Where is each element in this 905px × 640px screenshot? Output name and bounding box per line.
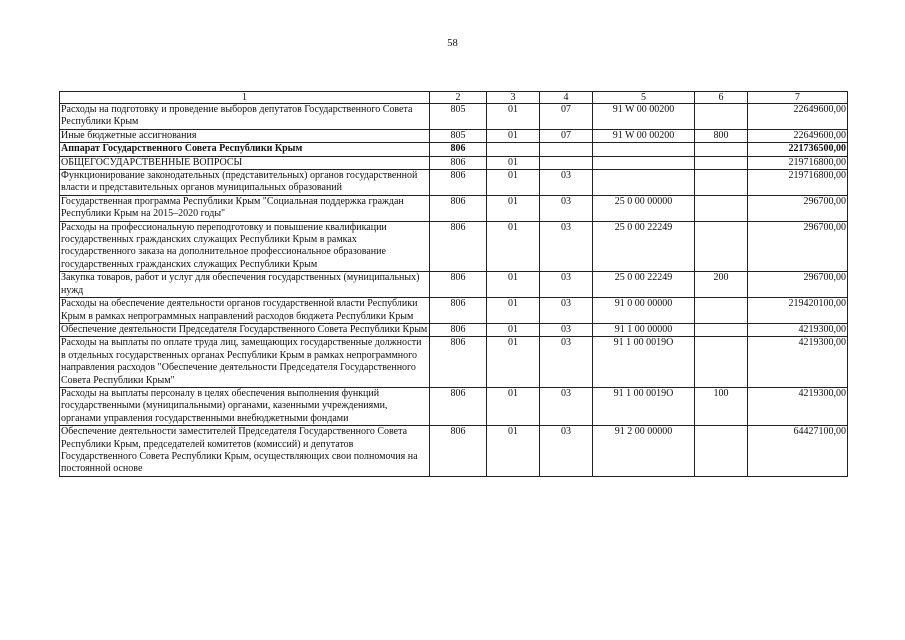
expense-type-code-cell: 200 bbox=[695, 272, 748, 298]
subsection-code-cell: 03 bbox=[540, 221, 593, 272]
subsection-code-cell: 03 bbox=[540, 195, 593, 221]
expense-type-code-cell bbox=[695, 221, 748, 272]
table-row bbox=[60, 129, 848, 142]
section-code-cell: 01 bbox=[487, 298, 540, 324]
subsection-code-cell: 03 bbox=[540, 426, 593, 477]
ministry-code-cell: 806 bbox=[430, 426, 487, 477]
expense-type-code-cell bbox=[695, 143, 748, 156]
expense-type-code-cell bbox=[695, 323, 748, 336]
amount-cell: 4219300,00 bbox=[748, 337, 848, 388]
expense-type-code-cell bbox=[695, 298, 748, 324]
subsection-code-cell: 03 bbox=[540, 272, 593, 298]
column-header: 2 bbox=[430, 92, 487, 104]
table-row bbox=[60, 221, 848, 272]
ministry-code-cell: 806 bbox=[430, 195, 487, 221]
amount-cell: 22649600,00 bbox=[748, 104, 848, 130]
ministry-code-cell: 805 bbox=[430, 104, 487, 130]
target-article-code-cell bbox=[593, 170, 695, 196]
subsection-code-cell: 03 bbox=[540, 170, 593, 196]
subsection-code-cell: 03 bbox=[540, 387, 593, 425]
amount-cell: 4219300,00 bbox=[748, 387, 848, 425]
ministry-code-cell: 806 bbox=[430, 143, 487, 156]
expense-name-cell: Закупка товаров, работ и услуг для обеспечения государственных (муниципальных) нужд bbox=[60, 272, 430, 298]
ministry-code-cell: 806 bbox=[430, 221, 487, 272]
target-article-code-cell: 91 W 00 00200 bbox=[593, 104, 695, 130]
expense-type-code-cell bbox=[695, 426, 748, 477]
column-header: 1 bbox=[60, 92, 430, 104]
expense-name-cell: Расходы на выплаты по оплате труда лиц, замещающих государственные должности в отдельных государственных органах Республики Крым в рамках непрограммного направления расходов "Обеспечение деятельности Председателя Государственного Совета Республики Крым" bbox=[60, 337, 430, 388]
subsection-code-cell bbox=[540, 156, 593, 169]
target-article-code-cell: 91 2 00 00000 bbox=[593, 426, 695, 477]
subsection-code-cell: 03 bbox=[540, 337, 593, 388]
table-header-row bbox=[60, 92, 848, 104]
section-code-cell: 01 bbox=[487, 129, 540, 142]
ministry-code-cell: 806 bbox=[430, 272, 487, 298]
section-code-cell: 01 bbox=[487, 426, 540, 477]
table-row bbox=[60, 337, 848, 388]
expense-type-code-cell bbox=[695, 104, 748, 130]
amount-cell: 4219300,00 bbox=[748, 323, 848, 336]
expense-name-cell: Расходы на подготовку и проведение выборов депутатов Государственного Совета Республики Крым bbox=[60, 104, 430, 130]
column-header: 4 bbox=[540, 92, 593, 104]
expense-type-code-cell: 100 bbox=[695, 387, 748, 425]
table-row bbox=[60, 170, 848, 196]
amount-cell: 296700,00 bbox=[748, 221, 848, 272]
table-row bbox=[60, 323, 848, 336]
column-header: 6 bbox=[695, 92, 748, 104]
column-header: 3 bbox=[487, 92, 540, 104]
subsection-code-cell: 07 bbox=[540, 104, 593, 130]
expense-type-code-cell bbox=[695, 337, 748, 388]
ministry-code-cell: 805 bbox=[430, 129, 487, 142]
amount-cell: 22649600,00 bbox=[748, 129, 848, 142]
section-code-cell: 01 bbox=[487, 272, 540, 298]
expense-name-cell: Аппарат Государственного Совета Республики Крым bbox=[60, 143, 430, 156]
section-code-cell: 01 bbox=[487, 337, 540, 388]
table-row bbox=[60, 272, 848, 298]
ministry-code-cell: 806 bbox=[430, 337, 487, 388]
amount-cell: 219420100,00 bbox=[748, 298, 848, 324]
ministry-code-cell: 806 bbox=[430, 156, 487, 169]
section-code-cell: 01 bbox=[487, 323, 540, 336]
table-row bbox=[60, 156, 848, 169]
section-code-cell: 01 bbox=[487, 156, 540, 169]
target-article-code-cell bbox=[593, 143, 695, 156]
budget-table bbox=[59, 91, 848, 477]
target-article-code-cell: 25 0 00 22249 bbox=[593, 272, 695, 298]
target-article-code-cell: 25 0 00 22249 bbox=[593, 221, 695, 272]
expense-type-code-cell bbox=[695, 156, 748, 169]
expense-name-cell: Иные бюджетные ассигнования bbox=[60, 129, 430, 142]
ministry-code-cell: 806 bbox=[430, 298, 487, 324]
amount-cell: 296700,00 bbox=[748, 195, 848, 221]
subsection-code-cell: 03 bbox=[540, 323, 593, 336]
expense-type-code-cell bbox=[695, 170, 748, 196]
ministry-code-cell: 806 bbox=[430, 170, 487, 196]
subsection-code-cell: 03 bbox=[540, 298, 593, 324]
amount-cell: 296700,00 bbox=[748, 272, 848, 298]
table-row bbox=[60, 298, 848, 324]
ministry-code-cell: 806 bbox=[430, 323, 487, 336]
section-code-cell bbox=[487, 143, 540, 156]
subsection-code-cell bbox=[540, 143, 593, 156]
table-row bbox=[60, 104, 848, 130]
expense-type-code-cell: 800 bbox=[695, 129, 748, 142]
table-row bbox=[60, 426, 848, 477]
expense-name-cell: Расходы на обеспечение деятельности органов государственной власти Республики Крым в рамках непрограммных направлений расходов бюджета Республики Крым bbox=[60, 298, 430, 324]
expense-name-cell: Расходы на профессиональную переподготовку и повышение квалификации государственных гражданских служащих Республики Крым в рамках государственного заказа на дополнительное профессиональное образование государственных гражданских служащих Республики Крым bbox=[60, 221, 430, 272]
expense-name-cell: Расходы на выплаты персоналу в целях обеспечения выполнения функций государственными (муниципальными) органами, казенными учреждениями, органами управления государственными внебюджетными фондами bbox=[60, 387, 430, 425]
subsection-code-cell: 07 bbox=[540, 129, 593, 142]
expense-name-cell: Обеспечение деятельности Председателя Государственного Совета Республики Крым bbox=[60, 323, 430, 336]
amount-cell: 221736500,00 bbox=[748, 143, 848, 156]
section-code-cell: 01 bbox=[487, 170, 540, 196]
target-article-code-cell: 91 W 00 00200 bbox=[593, 129, 695, 142]
target-article-code-cell: 91 1 00 0019О bbox=[593, 387, 695, 425]
amount-cell: 219716800,00 bbox=[748, 170, 848, 196]
section-code-cell: 01 bbox=[487, 387, 540, 425]
table-row bbox=[60, 387, 848, 425]
page-number: 58 bbox=[447, 38, 458, 49]
ministry-code-cell: 806 bbox=[430, 387, 487, 425]
target-article-code-cell: 91 0 00 00000 bbox=[593, 298, 695, 324]
expense-name-cell: Функционирование законодательных (представительных) органов государственной власти и представительных органов муниципальных образований bbox=[60, 170, 430, 196]
section-code-cell: 01 bbox=[487, 221, 540, 272]
target-article-code-cell bbox=[593, 156, 695, 169]
table-row bbox=[60, 195, 848, 221]
expense-name-cell: ОБЩЕГОСУДАРСТВЕННЫЕ ВОПРОСЫ bbox=[60, 156, 430, 169]
column-header: 5 bbox=[593, 92, 695, 104]
amount-cell: 219716800,00 bbox=[748, 156, 848, 169]
amount-cell: 64427100,00 bbox=[748, 426, 848, 477]
expense-name-cell: Обеспечение деятельности заместителей Председателя Государственного Совета Республики Крым, председателей комитетов (комиссий) и депутатов Государственного Совета Республики Крым, осуществляющих свои полномочия на постоянной основе bbox=[60, 426, 430, 477]
target-article-code-cell: 91 1 00 0019О bbox=[593, 337, 695, 388]
section-code-cell: 01 bbox=[487, 195, 540, 221]
expense-name-cell: Государственная программа Республики Крым "Социальная поддержка граждан Республики Крым на 2015–2020 годы" bbox=[60, 195, 430, 221]
table-row bbox=[60, 143, 848, 156]
target-article-code-cell: 25 0 00 00000 bbox=[593, 195, 695, 221]
section-code-cell: 01 bbox=[487, 104, 540, 130]
target-article-code-cell: 91 1 00 00000 bbox=[593, 323, 695, 336]
column-header: 7 bbox=[748, 92, 848, 104]
expense-type-code-cell bbox=[695, 195, 748, 221]
